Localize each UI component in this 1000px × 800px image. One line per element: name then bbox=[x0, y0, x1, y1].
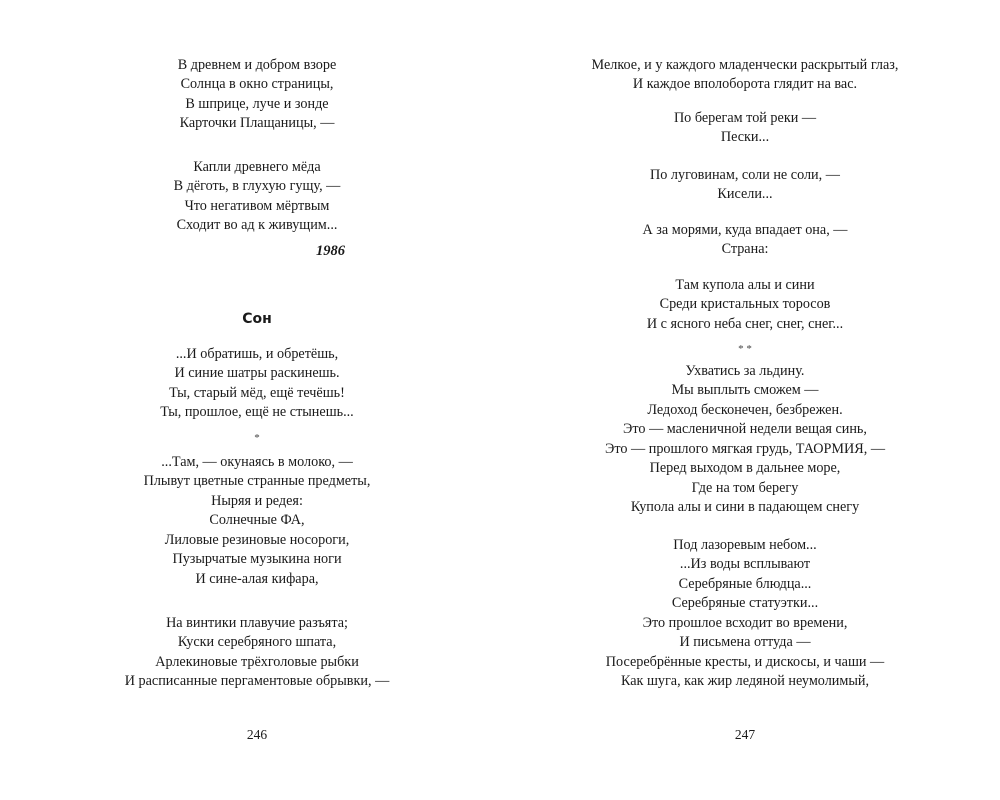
poem-year: 1986 bbox=[316, 243, 345, 259]
verse-line: И расписанные пергаментовые обрывки, — bbox=[124, 673, 390, 690]
verse-line: Это — прошлого мягкая грудь, ТАОРМИЯ, — bbox=[604, 440, 886, 457]
verse-line: По берегам той реки — bbox=[673, 110, 817, 126]
stanza bbox=[495, 362, 995, 518]
verse-line: Страна: bbox=[721, 241, 769, 258]
stanza bbox=[495, 109, 995, 148]
stanza bbox=[495, 276, 995, 334]
verse-line: Перед выходом в дальнее море, bbox=[649, 460, 841, 477]
stanza bbox=[495, 166, 995, 205]
verse-line: ...И обратишь, и обретёшь, bbox=[175, 346, 339, 362]
stanza bbox=[7, 614, 507, 692]
verse-line: В древнем и добром взоре bbox=[177, 57, 337, 73]
verse-line: Лиловые резиновые носороги, bbox=[164, 531, 350, 548]
right-page bbox=[500, 0, 1000, 800]
verse-line: Мы выплыть сможем — bbox=[671, 382, 819, 399]
stanza bbox=[7, 345, 507, 423]
section-ornament: * bbox=[254, 432, 260, 444]
stanza bbox=[7, 56, 507, 134]
verse-line: Что негативом мёртвым bbox=[184, 197, 330, 214]
stanza bbox=[495, 536, 995, 692]
verse-line: Где на том берегу bbox=[691, 479, 799, 496]
verse-line: И с ясного неба снег, снег, снег... bbox=[646, 315, 844, 332]
page-number: 247 bbox=[734, 727, 756, 742]
verse-line: ...Из воды всплывают bbox=[679, 556, 811, 573]
verse-line: Плывут цветные странные предметы, bbox=[143, 473, 371, 490]
verse-line: ...Там, — окунаясь в молоко, — bbox=[161, 454, 353, 470]
verse-line: По луговинам, соли не соли, — bbox=[650, 167, 840, 183]
verse-line: В шприце, луче и зонде bbox=[185, 95, 329, 112]
verse-line: Это прошлое всходит во времени, bbox=[642, 614, 848, 631]
verse-line: Посеребрённые кресты, и дискосы, и чаши — bbox=[605, 653, 885, 670]
poem-title: Сон bbox=[242, 311, 272, 327]
verse-line: Карточки Плащаницы, — bbox=[179, 115, 335, 132]
verse-line: Серебряные блюдца... bbox=[678, 575, 812, 592]
verse-line: Ныряя и редея: bbox=[211, 492, 303, 509]
stanza bbox=[7, 453, 507, 589]
verse-line: А за морями, куда впадает она, — bbox=[642, 222, 848, 238]
section-ornament: * * bbox=[738, 343, 752, 355]
page-number: 246 bbox=[246, 727, 268, 742]
verse-line: И каждое вполоборота глядит на вас. bbox=[632, 76, 858, 93]
verse-line: Серебряные статуэтки... bbox=[671, 595, 819, 612]
verse-line: И письмена оттуда — bbox=[679, 634, 811, 651]
verse-line: Пузырчатые музыкина ноги bbox=[172, 551, 342, 568]
verse-line: В дёготь, в глухую гущу, — bbox=[173, 178, 341, 195]
verse-line: Кисели... bbox=[717, 186, 773, 203]
verse-line: Под лазоревым небом... bbox=[673, 537, 817, 553]
verse-line: Среди кристальных торосов bbox=[659, 296, 831, 313]
verse-line: Как шуга, как жир ледяной неумолимый, bbox=[620, 673, 870, 690]
verse-line: Там купола алы и сини bbox=[675, 277, 815, 293]
verse-line: На винтики плавучие разъята; bbox=[166, 615, 348, 631]
verse-line: Ты, прошлое, ещё не стынешь... bbox=[160, 404, 354, 421]
verse-line: Пески... bbox=[720, 129, 770, 146]
verse-line: Капли древнего мёда bbox=[193, 159, 321, 175]
stanza bbox=[495, 221, 995, 260]
verse-line: Куски серебряного шпата, bbox=[177, 634, 337, 651]
stanza bbox=[495, 56, 995, 95]
verse-line: Это — масленичной недели вещая синь, bbox=[623, 421, 867, 438]
verse-line: Арлекиновые трёхголовые рыбки bbox=[155, 653, 359, 670]
verse-line: Ты, старый мёд, ещё течёшь! bbox=[169, 384, 345, 401]
verse-line: Солнечные ФА, bbox=[209, 512, 305, 529]
verse-line: Ледоход бесконечен, безбрежен. bbox=[647, 401, 843, 418]
verse-line: И синие шатры раскинешь. bbox=[174, 365, 340, 382]
verse-line: И сине-алая кифара, bbox=[195, 570, 319, 587]
verse-line: Мелкое, и у каждого младенчески раскрытый глаз, bbox=[591, 57, 899, 73]
stanza bbox=[7, 158, 507, 236]
verse-line: Солнца в окно страницы, bbox=[180, 76, 334, 93]
verse-line: Купола алы и сини в падающем снегу bbox=[630, 499, 860, 516]
verse-line: Ухватись за льдину. bbox=[685, 363, 805, 379]
verse-line: Сходит во ад к живущим... bbox=[176, 217, 338, 234]
